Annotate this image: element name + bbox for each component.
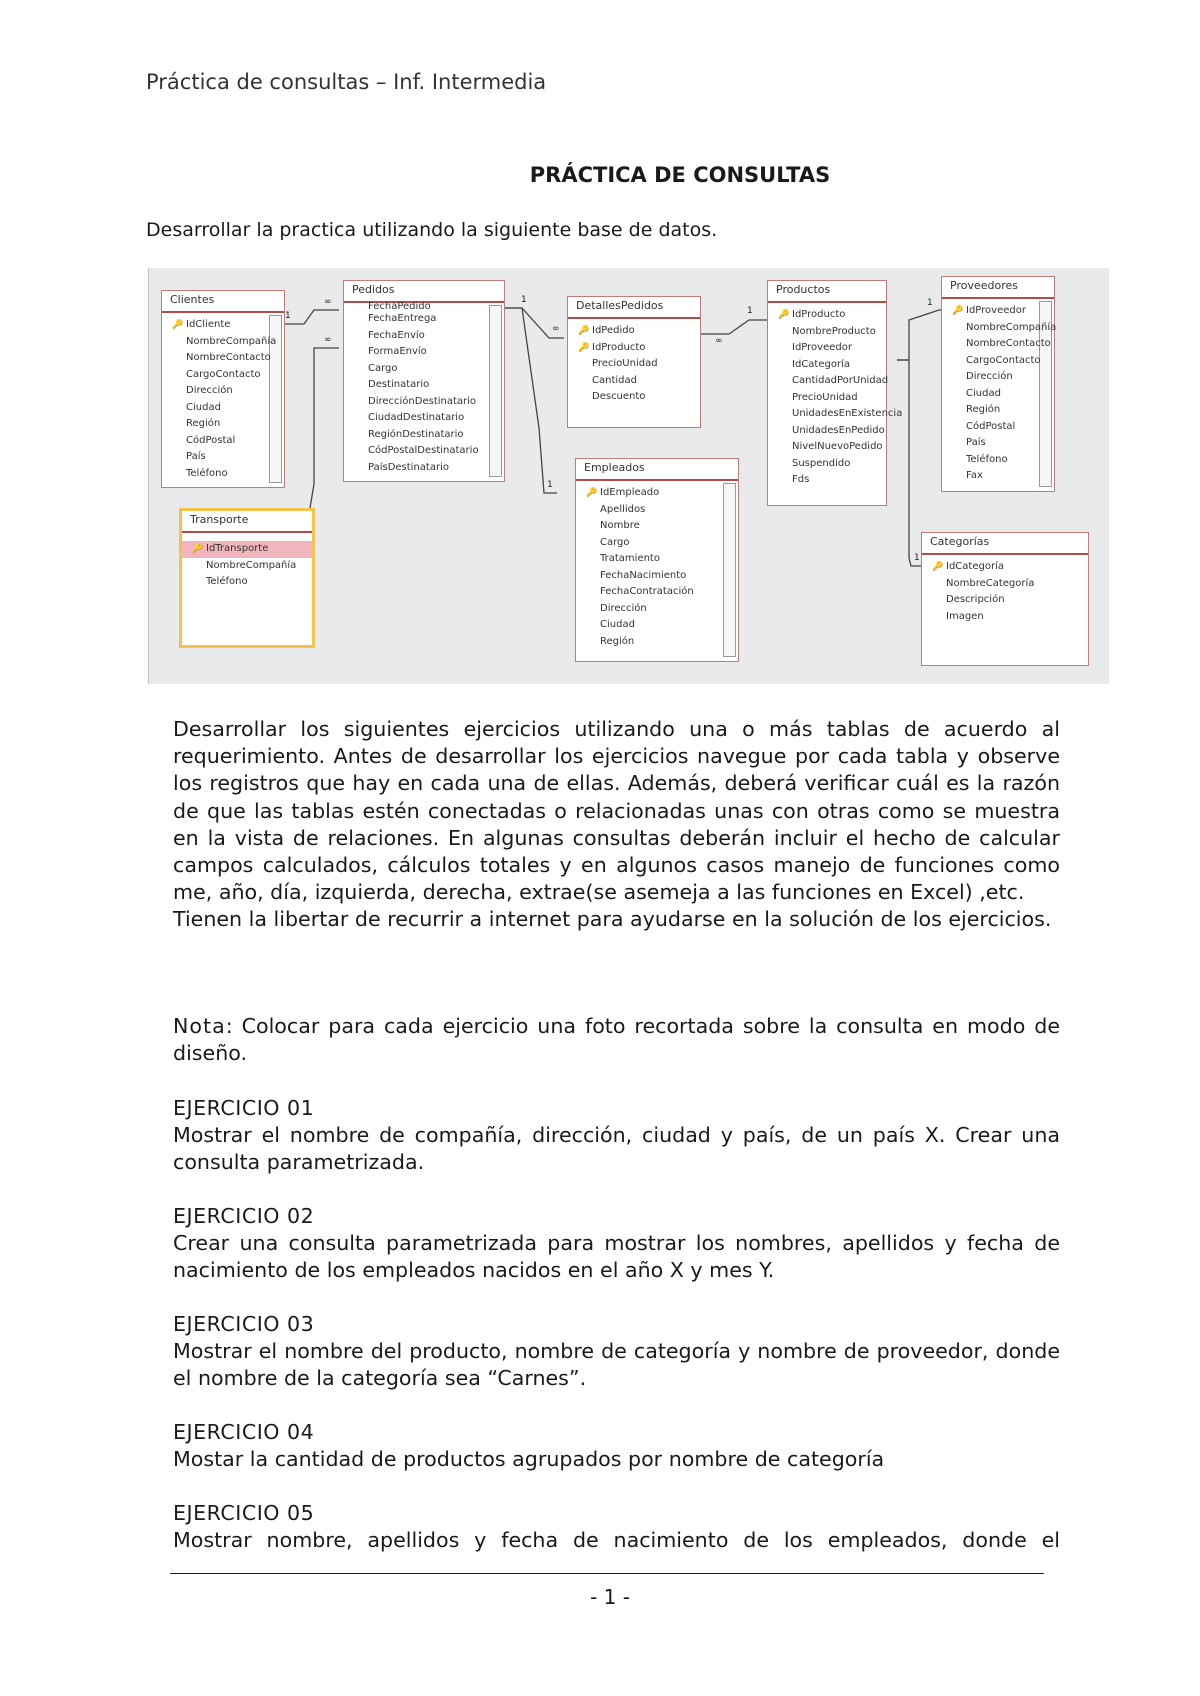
field-item: Cantidad	[592, 374, 637, 386]
field-item: Apellidos	[600, 503, 646, 515]
relation-one: 1	[747, 306, 753, 316]
exercise-text: Mostrar el nombre de compañía, dirección, ciudad y país, de un país X. Crear una consulta parametrizada.	[173, 1123, 1060, 1175]
note-text: : Colocar para cada ejercicio una foto recortada sobre la consulta en modo de diseño.	[173, 1014, 1060, 1066]
field-item: NombreCompañía	[186, 335, 277, 347]
field-item: FormaEnvío	[368, 346, 427, 357]
table-detalles-title: DetallesPedidos	[568, 297, 700, 319]
note-paragraph	[173, 1013, 1060, 1067]
field-item: Dirección	[600, 602, 647, 614]
exercise-text: Mostrar el nombre del producto, nombre de categoría y nombre de proveedor, donde el nombre de la categoría sea “Carnes”.	[173, 1339, 1060, 1391]
primary-key-icon: 🔑	[932, 562, 944, 572]
field-item: NombreContacto	[966, 338, 1051, 349]
field-item: CantidadPorUnidad	[792, 375, 889, 386]
field-item: 🔑 IdTransporte	[182, 541, 312, 558]
field-item: NombreContacto	[186, 352, 271, 363]
table-categorias-title: Categorías	[922, 533, 1088, 555]
table-productos-title: Productos	[768, 281, 886, 303]
field-item: CargoContacto	[186, 368, 261, 380]
exercise-05	[173, 1500, 1060, 1554]
field-item: CódPostal	[966, 420, 1016, 432]
instructions-paragraph: Desarrollar los siguientes ejercicios utilizando una o más tablas de acuerdo al requerimiento. Antes de desarrollar los ejercicios navegue por cada tabla y observe los registros que hay en cada una de ellas. Además, deberá verificar cuál es la razón de que las tablas estén conectadas o relacionadas unas con otras como se muestra en la vista de relaciones. En algunas consultas deberán incluir el hecho de calcular campos calculados, cálculos totales y en algunos casos manejo de funciones como me, año, día, izquierda, derecha, extrae(se asemeja a las funciones en Excel) ,etc. Tienen la libertar de recurrir a internet para ayudarse en la solución de los ejercicios.	[173, 717, 1060, 932]
field-item: PaísDestinatario	[368, 461, 449, 473]
field-item: DirecciónDestinatario	[368, 395, 477, 407]
field-item: Cargo	[600, 536, 630, 548]
field-item: Cargo	[368, 362, 398, 374]
relation-many: ∞	[715, 336, 723, 346]
exercise-text: Mostar la cantidad de productos agrupados por nombre de categoría	[173, 1447, 885, 1472]
field-item: CódPostal	[186, 434, 236, 446]
field-item: Región	[186, 418, 221, 429]
field-item: Descripción	[946, 594, 1005, 605]
primary-key-icon: 🔑	[586, 488, 598, 498]
primary-key-icon: 🔑	[952, 306, 964, 316]
field-item: 🔑 IdCategoría	[922, 559, 1088, 576]
table-clientes[interactable]	[161, 290, 285, 488]
field-item: País	[966, 437, 986, 448]
page-number: - 1 -	[590, 1585, 630, 1609]
relation-one: 1	[521, 295, 527, 305]
field-item: Imagen	[946, 610, 984, 622]
field-item: CiudadDestinatario	[368, 412, 465, 423]
field-item: 🔑 IdProducto	[568, 340, 700, 357]
table-productos[interactable]	[767, 280, 903, 506]
primary-key-icon: 🔑	[578, 326, 590, 336]
field-item: UnidadesEnPedido	[792, 424, 885, 436]
primary-key-icon: 🔑	[172, 320, 184, 330]
field-item: Región	[966, 404, 1001, 415]
table-empleados-title: Empleados	[576, 459, 738, 481]
relation-many: ∞	[552, 324, 560, 334]
table-categorias[interactable]	[921, 532, 1089, 666]
field-item: 🔑 IdPedido	[568, 323, 700, 340]
field-item: Teléfono	[186, 467, 228, 479]
field-item: CargoContacto	[966, 354, 1041, 366]
field-item: FechaEnvío	[368, 329, 425, 341]
table-proveedores-title: Proveedores	[942, 277, 1054, 299]
table-proveedores[interactable]	[941, 276, 1055, 492]
field-item: Suspendido	[792, 457, 851, 469]
field-item: NombreCompañía	[206, 559, 297, 571]
field-item: FechaContratación	[600, 586, 694, 597]
field-item: NivelNuevoPedido	[792, 441, 883, 452]
exercise-title: EJERCICIO 03	[173, 1312, 315, 1336]
relation-one: 1	[914, 553, 920, 563]
field-item: 🔑 IdProveedor	[942, 303, 1054, 320]
field-item: Dirección	[966, 371, 1013, 382]
field-item: FechaNacimiento	[600, 569, 687, 581]
table-detalles-pedidos[interactable]	[567, 296, 701, 428]
table-empleados[interactable]	[575, 458, 739, 662]
field-item: Tratamiento	[600, 553, 660, 564]
field-item: Fax	[966, 470, 983, 481]
field-item: PrecioUnidad	[592, 358, 658, 369]
table-pedidos[interactable]	[343, 280, 505, 482]
primary-key-icon: 🔑	[578, 342, 590, 353]
exercise-03	[173, 1311, 1060, 1393]
exercise-title: EJERCICIO 04	[173, 1420, 315, 1444]
relation-one: 1	[285, 311, 291, 321]
relationships-diagram	[148, 268, 1109, 684]
field-item: FechaEntrega	[368, 313, 437, 324]
field-item: IdCategoría	[792, 358, 850, 370]
relation-one: 1	[547, 480, 553, 490]
exercise-title: EJERCICIO 01	[173, 1096, 315, 1120]
field-item: Ciudad	[966, 387, 1001, 399]
exercise-04	[173, 1419, 1060, 1473]
footer-divider	[170, 1573, 1044, 1574]
field-item: Ciudad	[600, 619, 635, 630]
page-title: PRÁCTICA DE CONSULTAS	[529, 163, 831, 187]
field-item: Teléfono	[966, 453, 1008, 465]
intro-text: Desarrollar la practica utilizando la siguiente base de datos.	[146, 219, 718, 241]
field-item: PrecioUnidad	[792, 391, 858, 403]
field-item: FechaPedido	[368, 301, 431, 312]
field-item: NombreCategoría	[946, 577, 1035, 589]
primary-key-icon: 🔑	[192, 544, 204, 554]
exercise-01	[173, 1095, 1060, 1177]
field-item: UnidadesEnExistencia	[792, 408, 903, 419]
field-item: Fds	[792, 474, 810, 485]
table-pedidos-title: Pedidos	[344, 281, 504, 303]
field-item: IdProveedor	[792, 342, 852, 353]
field-item: Teléfono	[206, 576, 248, 587]
field-item: CódPostalDestinatario	[368, 445, 479, 456]
field-item: Descuento	[592, 391, 646, 402]
exercise-title: EJERCICIO 05	[173, 1501, 315, 1525]
exercise-title: EJERCICIO 02	[173, 1204, 315, 1228]
field-item: Ciudad	[186, 401, 221, 413]
table-clientes-title: Clientes	[162, 291, 284, 313]
field-item: 🔑 IdProducto	[768, 307, 886, 324]
exercise-text: Crear una consulta parametrizada para mostrar los nombres, apellidos y fecha de nacimiento de los empleados nacidos en el año X y mes Y.	[173, 1231, 1060, 1283]
table-transporte-title: Transporte	[182, 511, 312, 533]
field-item: 🔑 IdCliente	[162, 317, 284, 334]
field-item: NombreProducto	[792, 325, 876, 337]
field-item: 🔑 IdEmpleado	[576, 485, 738, 502]
table-transporte[interactable]	[179, 508, 315, 648]
field-item: Nombre	[600, 520, 640, 531]
relation-many: ∞	[324, 335, 332, 345]
field-item: Dirección	[186, 385, 233, 396]
field-item: NombreCompañía	[966, 321, 1057, 333]
field-item: País	[186, 451, 206, 462]
relation-many: ∞	[324, 297, 332, 307]
exercise-text: Mostrar nombre, apellidos y fecha de nacimiento de los empleados, donde el	[173, 1528, 1060, 1553]
exercise-02	[173, 1203, 1060, 1285]
primary-key-icon: 🔑	[778, 310, 790, 320]
field-item: Región	[600, 635, 635, 647]
field-item: Destinatario	[368, 379, 430, 390]
note-label: Nota	[173, 1014, 226, 1038]
running-header: Práctica de consultas – Inf. Intermedia	[146, 70, 547, 94]
relation-one: 1	[927, 298, 933, 308]
field-item: RegiónDestinatario	[368, 428, 464, 440]
